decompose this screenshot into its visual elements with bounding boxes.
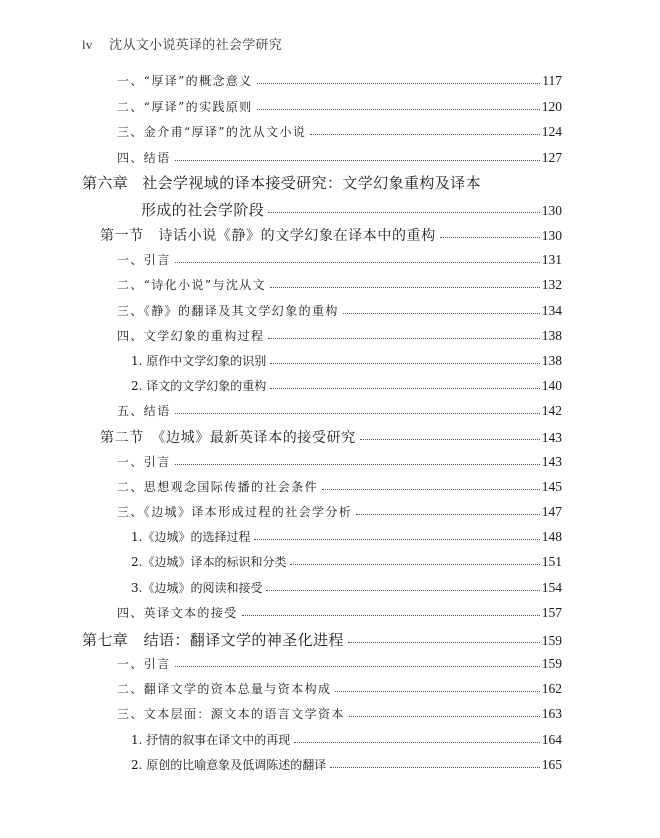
toc-entry bbox=[117, 402, 562, 419]
toc-entry-label: 五、结语 bbox=[117, 404, 171, 418]
toc-entry-label: 三、金介甫“厚译”的沈从文小说 bbox=[117, 125, 307, 139]
toc-entry-label: 二、“诗化小说”与沈从文 bbox=[117, 278, 267, 292]
toc-entry-page: 147 bbox=[541, 504, 562, 519]
leader-dots bbox=[348, 641, 540, 643]
toc-entry-label: 1.《边城》的选择过程 bbox=[131, 530, 251, 544]
toc-entry bbox=[131, 528, 562, 545]
running-header bbox=[82, 34, 282, 53]
chapter-number: 第六章 bbox=[82, 174, 129, 192]
toc-entry-page: 159 bbox=[541, 656, 562, 671]
toc-entry bbox=[131, 731, 562, 748]
toc-entry-page: 130 bbox=[541, 203, 562, 218]
toc-entry bbox=[117, 478, 562, 495]
leader-dots bbox=[254, 538, 539, 540]
leader-dots bbox=[356, 513, 540, 515]
toc-entry-page: 164 bbox=[541, 732, 562, 747]
header-page-number: lv bbox=[82, 37, 93, 52]
toc-entry-label: 一、引言 bbox=[117, 455, 171, 469]
toc-entry-page: 159 bbox=[541, 633, 562, 648]
toc-entry bbox=[117, 98, 562, 115]
toc-entry bbox=[117, 149, 562, 166]
leader-dots bbox=[310, 133, 539, 135]
leader-dots bbox=[335, 690, 539, 692]
leader-dots bbox=[360, 438, 540, 440]
toc-entry-page: 130 bbox=[541, 228, 562, 243]
toc-entry-page: 127 bbox=[541, 150, 562, 165]
toc-entry-label: 2. 译文的文学幻象的重构 bbox=[131, 379, 267, 393]
toc-entry-label: 四、英译文本的接受 bbox=[117, 606, 238, 620]
toc-entry bbox=[117, 251, 562, 268]
toc-entry-label: 三、文本层面：源文本的语言文学资本 bbox=[117, 707, 345, 721]
leader-dots bbox=[270, 387, 539, 389]
leader-dots bbox=[266, 589, 539, 591]
toc-entry-page: 143 bbox=[541, 454, 562, 469]
chapter-title-line1: 社会学视域的译本接受研究：文学幻象重构及译本 bbox=[142, 174, 482, 192]
toc-entry-page: 145 bbox=[541, 479, 562, 494]
toc-entry bbox=[117, 302, 562, 319]
toc-entry-label: 四、结语 bbox=[117, 151, 171, 165]
toc-entry-page: 148 bbox=[541, 529, 562, 544]
toc-entry bbox=[117, 705, 562, 722]
toc-entry bbox=[131, 377, 562, 394]
leader-dots bbox=[242, 614, 540, 616]
header-book-title: 沈从文小说英译的社会学研究 bbox=[109, 38, 283, 53]
toc-entry bbox=[131, 756, 562, 773]
toc-entry-label: 二、翻译文学的资本总量与资本构成 bbox=[117, 682, 332, 696]
toc-entry-page: 163 bbox=[541, 706, 562, 721]
leader-dots bbox=[268, 211, 540, 213]
toc-entry-label: 1. 抒情的叙事在译文中的再现 bbox=[131, 733, 291, 747]
leader-dots bbox=[175, 261, 540, 263]
toc-entry-page: 120 bbox=[541, 99, 562, 114]
toc-entry bbox=[131, 579, 562, 596]
toc-entry bbox=[117, 453, 562, 470]
chapter-6-heading bbox=[82, 172, 481, 193]
toc-entry-label: 三、《静》的翻译及其文学幻象的重构 bbox=[117, 304, 339, 318]
toc-entry-label: 二、“厚译”的实践原则 bbox=[117, 100, 253, 114]
toc-entry bbox=[117, 327, 562, 344]
toc-entry bbox=[117, 604, 562, 621]
toc-entry-page: 165 bbox=[541, 757, 562, 772]
toc-entry-label: 3.《边城》的阅读和接受 bbox=[131, 581, 263, 595]
toc-entry bbox=[117, 123, 562, 140]
toc-entry-page: 117 bbox=[542, 73, 562, 88]
toc-entry bbox=[131, 352, 562, 369]
toc-entry-label: 第一节 诗话小说《静》的文学幻象在译本中的重构 bbox=[100, 228, 436, 244]
toc-entry bbox=[117, 655, 562, 672]
toc-entry-page: 124 bbox=[541, 124, 562, 139]
toc-entry-page: 142 bbox=[541, 403, 562, 418]
leader-dots bbox=[175, 463, 540, 465]
chapter-title-line2: 形成的社会学阶段 bbox=[141, 201, 265, 219]
leader-dots bbox=[290, 563, 539, 565]
toc-entry bbox=[117, 503, 562, 520]
toc-entry-label: 一、引言 bbox=[117, 253, 171, 267]
leader-dots bbox=[294, 741, 539, 743]
toc-entry-label: 1. 原作中文学幻象的识别 bbox=[131, 354, 267, 368]
toc-entry-page: 162 bbox=[541, 681, 562, 696]
leader-dots bbox=[257, 108, 540, 110]
toc-entry-page: 143 bbox=[541, 430, 562, 445]
leader-dots bbox=[257, 82, 541, 84]
toc-entry-label: 二、思想观念国际传播的社会条件 bbox=[117, 480, 319, 494]
leader-dots bbox=[440, 236, 540, 238]
toc-entry-label: 四、文学幻象的重构过程 bbox=[117, 329, 265, 343]
toc-entry-chapter-6 bbox=[141, 199, 562, 220]
toc-entry-section bbox=[100, 225, 562, 245]
toc-entry-label: 一、“厚译”的概念意义 bbox=[117, 74, 253, 88]
toc-entry-chapter-7 bbox=[82, 629, 562, 650]
toc-entry-label: 第二节 《边城》最新英译本的接受研究 bbox=[100, 430, 356, 446]
toc-entry-page: 134 bbox=[541, 303, 562, 318]
toc-entry bbox=[117, 680, 562, 697]
toc-entry bbox=[117, 72, 562, 89]
toc-entry-page: 140 bbox=[541, 378, 562, 393]
toc-entry-label: 一、引言 bbox=[117, 657, 171, 671]
leader-dots bbox=[322, 488, 540, 490]
toc-entry-label: 2. 原创的比喻意象及低调陈述的翻译 bbox=[131, 758, 327, 772]
leader-dots bbox=[343, 312, 540, 314]
toc-entry bbox=[117, 276, 562, 293]
toc-entry-page: 151 bbox=[541, 554, 562, 569]
leader-dots bbox=[270, 362, 539, 364]
leader-dots bbox=[270, 286, 540, 288]
leader-dots bbox=[175, 412, 540, 414]
leader-dots bbox=[330, 766, 539, 768]
leader-dots bbox=[268, 337, 539, 339]
toc-entry bbox=[131, 553, 562, 570]
chapter-title: 第七章 结语：翻译文学的神圣化进程 bbox=[82, 631, 344, 649]
leader-dots bbox=[349, 715, 540, 717]
toc-entry-page: 157 bbox=[541, 605, 562, 620]
toc-entry-label: 2.《边城》译本的标识和分类 bbox=[131, 555, 287, 569]
toc-entry-page: 138 bbox=[541, 353, 562, 368]
toc-entry-label: 三、《边城》译本形成过程的社会学分析 bbox=[117, 505, 353, 519]
toc-entry-section bbox=[100, 427, 562, 447]
leader-dots bbox=[175, 665, 540, 667]
leader-dots bbox=[175, 159, 540, 161]
toc-entry-page: 138 bbox=[541, 328, 562, 343]
toc-entry-page: 131 bbox=[541, 252, 562, 267]
toc-entry-page: 154 bbox=[541, 580, 562, 595]
toc-entry-page: 132 bbox=[541, 277, 562, 292]
